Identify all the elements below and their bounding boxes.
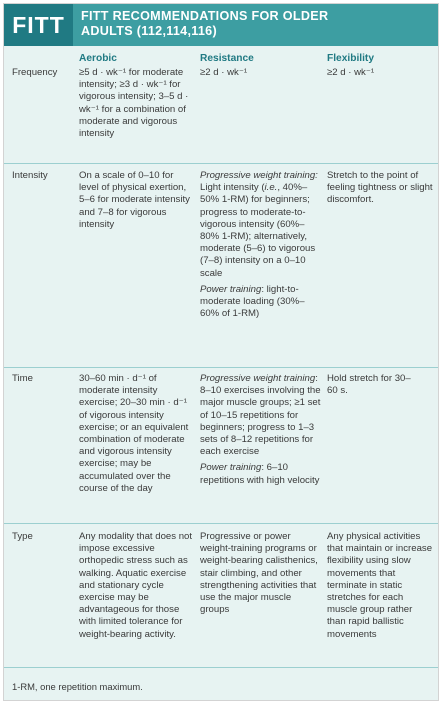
column-header-aerobic: Aerobic xyxy=(79,53,117,64)
cell-type-flexibility: Any physical activities that maintain or increase flexibility using slow movements that terminate in static stretches for each muscle group rather than rapid ballistic movements xyxy=(327,531,433,640)
intensity-weight-training xyxy=(200,170,323,280)
table-header xyxy=(4,4,438,46)
intensity-ie-abbrev: i.e. xyxy=(264,182,278,194)
cell-intensity-flexibility: Stretch to the point of feeling tightness or slight discomfort. xyxy=(327,170,433,206)
cell-type-aerobic: Any modality that does not impose excessive orthopedic stress such as walking. Aquatic exercise and stationary cycle exercise may be advantageous for those with limited tolerance for weight-bearing activity. xyxy=(79,531,193,640)
column-header-flexibility: Flexibility xyxy=(327,53,374,64)
cell-frequency-resistance: ≥2 d · wk⁻¹ xyxy=(200,67,248,78)
fitt-table-card xyxy=(3,3,439,701)
cell-time-resistance xyxy=(200,373,322,487)
intensity-weight-training-text-a: Light intensity ( xyxy=(200,182,265,194)
row-divider xyxy=(4,163,438,164)
time-power-training xyxy=(200,462,322,486)
column-header-resistance: Resistance xyxy=(200,53,254,64)
table-title: FITT RECOMMENDATIONS FOR OLDER ADULTS (112,114,116) xyxy=(81,9,329,38)
cell-intensity-aerobic: On a scale of 0–10 for level of physical exertion, 5–6 for moderate intensity and 7–8 for vigorous intensity xyxy=(79,170,190,230)
cell-time-flexibility: Hold stretch for 30–60 s. xyxy=(327,373,411,397)
intensity-power-training-text: : light-to-moderate loading (30%–60% of 1-RM) xyxy=(200,283,305,320)
cell-frequency-aerobic: ≥5 d · wk⁻¹ for moderate intensity; ≥3 d · wk⁻¹ for vigorous intensity; 3–5 d · wk⁻¹ for a combination of moderate and vigorous intensity xyxy=(79,67,189,140)
table-footnote: 1-RM, one repetition maximum. xyxy=(12,681,143,692)
cell-time-aerobic: 30–60 min · d⁻¹ of moderate intensity exercise; 20–30 min · d⁻¹ of vigorous intensity exercise; or an equivalent combination of moderate and vigorous intensity exercise; may be accumulated over the course of the day xyxy=(79,373,189,494)
row-label-time: Time xyxy=(12,373,33,384)
time-power-training-term: Power training xyxy=(200,462,262,474)
fitt-badge: FITT xyxy=(4,4,73,46)
time-power-training-text: : 6–10 repetitions with high velocity xyxy=(200,462,320,486)
row-divider xyxy=(4,523,438,524)
intensity-weight-training-term: Progressive weight training: xyxy=(200,170,318,181)
cell-frequency-flexibility: ≥2 d · wk⁻¹ xyxy=(327,67,375,78)
row-label-frequency: Frequency xyxy=(12,67,58,78)
row-label-intensity: Intensity xyxy=(12,170,48,181)
intensity-power-training xyxy=(200,284,323,321)
time-weight-training-text: : 8–10 exercises involving the major muscle groups; ≥1 set of 10–15 repetitions for beginners; progress to 1–3 sets of 8–12 repetitions for each exercise xyxy=(200,373,321,458)
cell-type-resistance: Progressive or power weight-training programs or weight-bearing calisthenics, stair climbing, and other strengthening activities that use the major muscle groups xyxy=(200,531,318,616)
intensity-weight-training-text-b: , 40%–50% 1-RM) for beginners; progress to moderate-to-vigorous intensity (60%–80% 1-RM); alternatively, moderate (5–6) to vigorous (7–8) intensity on a 0–10 scale xyxy=(200,182,316,279)
intensity-power-training-term: Power training xyxy=(200,283,262,295)
row-label-type: Type xyxy=(12,531,33,542)
row-divider xyxy=(4,367,438,368)
cell-intensity-resistance xyxy=(200,170,323,320)
time-weight-training xyxy=(200,373,322,458)
row-divider xyxy=(4,667,438,668)
time-weight-training-term: Progressive weight training xyxy=(200,373,316,384)
